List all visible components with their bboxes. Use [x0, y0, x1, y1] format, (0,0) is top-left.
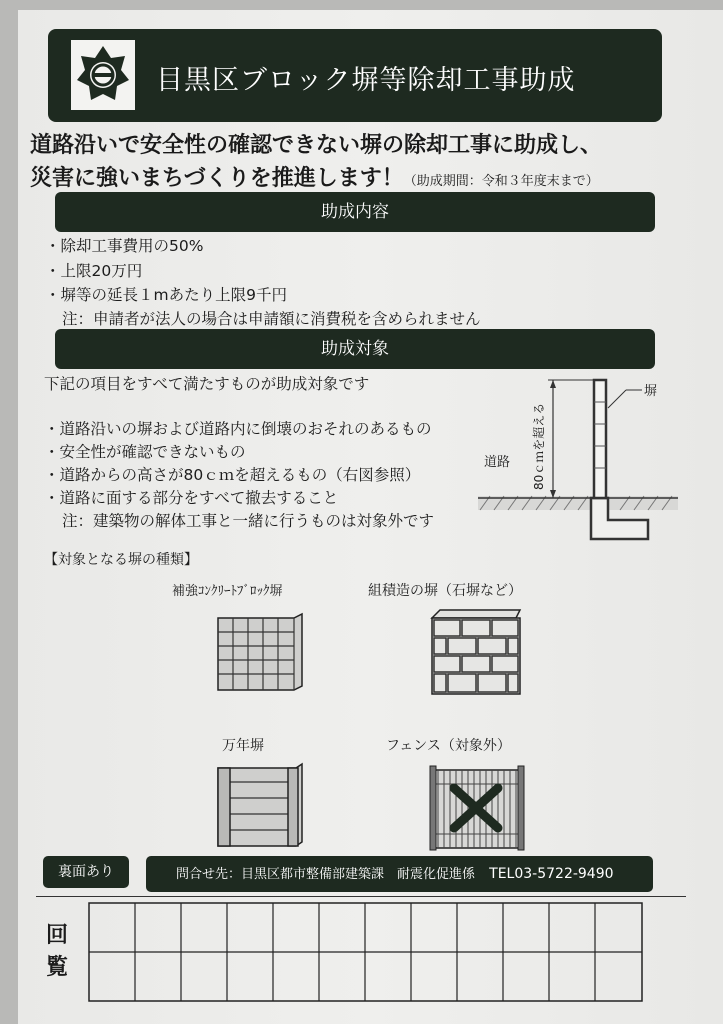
fence-excluded-icon: [426, 762, 526, 852]
content-item: ・塀等の延長１mあたり上限9千円: [45, 286, 287, 304]
target-item: ・道路沿いの塀および道路内に倒壊のおそれのあるもの: [44, 420, 432, 438]
precast-panel-wall-icon: [212, 760, 308, 850]
content-item: ・上限20万円: [45, 262, 143, 280]
content-note: 注：申請者が法人の場合は申請額に消費税を含められません: [62, 310, 481, 328]
target-lead: 下記の項目をすべて満たすものが助成対象です: [44, 375, 370, 393]
target-note: 注：建築物の解体工事と一緒に行うものは対象外です: [62, 512, 435, 530]
contact-phone: TEL03-5722-9490: [489, 866, 614, 882]
target-item: ・道路に面する部分をすべて撤去すること: [44, 489, 339, 507]
wall-type-label: 補強ｺﾝｸﾘｰﾄﾌﾞﾛｯｸ塀: [172, 584, 283, 599]
stone-masonry-wall-icon: [428, 606, 524, 698]
reverse-side-badge: 裏面あり: [43, 856, 129, 888]
intro-line-2: [30, 161, 599, 192]
height-label: 80ｃｍを超える: [532, 402, 546, 490]
subsidy-period: （助成期間：令和３年度末まで）: [403, 174, 599, 189]
wall-label: 塀: [644, 384, 658, 399]
intro-line-2-text: 災害に強いまちづくりを推進します！: [30, 166, 404, 191]
wall-types-heading: 【対象となる塀の種類】: [44, 552, 198, 568]
target-item: ・安全性が確認できないもの: [44, 443, 246, 461]
intro-line-1: 道路沿いで安全性の確認できない塀の除却工事に助成し、: [30, 133, 603, 158]
content-section-heading: 助成内容: [55, 192, 655, 232]
wall-type-label: 組積造の塀（石塀など）: [368, 583, 522, 599]
contact-info: 問合せ先：目黒区都市整備部建築課 耐震化促進係: [176, 867, 476, 882]
circulation-label-2: 覧: [46, 955, 69, 980]
page-title: 目黒区ブロック塀等除却工事助成: [156, 65, 576, 96]
target-section-heading: 助成対象: [55, 329, 655, 369]
wall-type-label: 万年塀: [222, 738, 264, 754]
contact-bar: [146, 856, 653, 892]
target-item: ・道路からの高さが80ｃｍを超えるもの（右図参照）: [44, 466, 421, 484]
content-item: ・除却工事費用の50%: [45, 237, 204, 255]
circulation-stamp-grid: [88, 902, 648, 1004]
footer-divider: [36, 896, 686, 897]
wall-type-label: フェンス（対象外）: [386, 738, 511, 754]
circulation-label-1: 回: [46, 923, 69, 948]
concrete-block-wall-icon: [214, 612, 306, 696]
road-label: 道路: [484, 455, 511, 470]
wall-height-diagram: [470, 372, 690, 547]
meguro-ward-emblem-icon: [71, 40, 135, 110]
